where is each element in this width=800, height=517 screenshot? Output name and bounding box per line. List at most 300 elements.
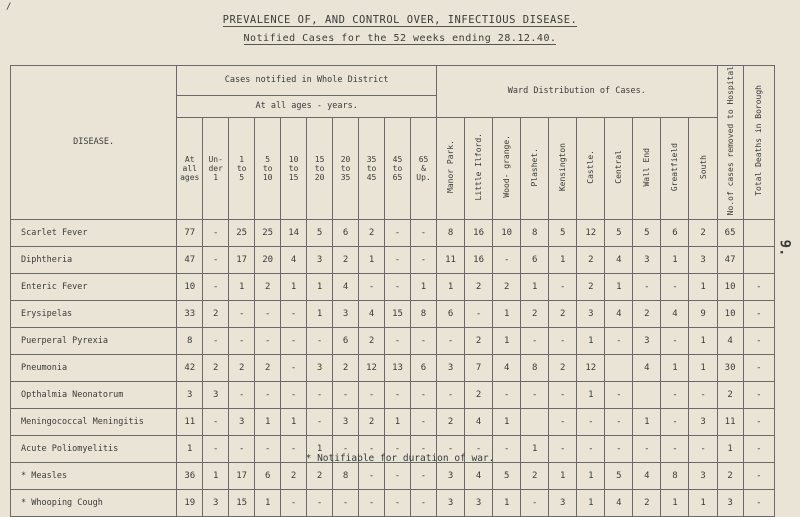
disease-name: * Whooping Cough bbox=[11, 489, 177, 516]
table-cell: - bbox=[385, 381, 411, 408]
age-column-label-line: to bbox=[262, 164, 273, 174]
table-cell: - bbox=[410, 219, 436, 246]
age-column-label bbox=[307, 155, 332, 182]
disease-name: Erysipelas bbox=[11, 300, 177, 327]
table-cell: 1 bbox=[605, 273, 633, 300]
table-cell: 2 bbox=[465, 273, 493, 300]
page-title bbox=[0, 14, 800, 26]
table-cell: - bbox=[385, 435, 411, 462]
table-cell: 65 bbox=[717, 219, 743, 246]
table-cell: - bbox=[689, 381, 717, 408]
table-cell: - bbox=[333, 381, 359, 408]
table-cell: 1 bbox=[577, 489, 605, 516]
table-cell: - bbox=[281, 489, 307, 516]
age-column-label-line: 65 bbox=[392, 173, 403, 183]
table-cell: 2 bbox=[307, 462, 333, 489]
table-cell: 2 bbox=[359, 219, 385, 246]
table-cell: - bbox=[410, 381, 436, 408]
table-cell: 12 bbox=[359, 354, 385, 381]
age-column-label-line: 20 bbox=[340, 155, 351, 165]
table-cell: - bbox=[229, 327, 255, 354]
table-row bbox=[11, 246, 775, 273]
disease-name: Scarlet Fever bbox=[11, 219, 177, 246]
disease-name: Meningococcal Meningitis bbox=[11, 408, 177, 435]
table-cell: 4 bbox=[633, 354, 661, 381]
table-cell: 2 bbox=[717, 462, 743, 489]
margin-mark: / bbox=[6, 2, 12, 12]
table-cell: - bbox=[333, 435, 359, 462]
table-cell: - bbox=[743, 489, 774, 516]
table-cell: 30 bbox=[717, 354, 743, 381]
table-cell: 3 bbox=[333, 300, 359, 327]
table-cell: 2 bbox=[203, 354, 229, 381]
table-cell: - bbox=[743, 408, 774, 435]
table-cell: 1 bbox=[203, 462, 229, 489]
age-column-label-line: ages bbox=[180, 173, 200, 183]
age-column-label-line: Un- bbox=[208, 155, 223, 165]
table-cell: - bbox=[203, 408, 229, 435]
table-cell: 42 bbox=[177, 354, 203, 381]
table-cell: 10 bbox=[177, 273, 203, 300]
ward-column-heading bbox=[549, 118, 577, 220]
table-cell: 3 bbox=[633, 327, 661, 354]
table-cell: 6 bbox=[410, 354, 436, 381]
table-cell: 11 bbox=[177, 408, 203, 435]
disease-table bbox=[10, 65, 775, 517]
table-row bbox=[11, 408, 775, 435]
table-cell: 1 bbox=[549, 246, 577, 273]
table-cell: - bbox=[410, 462, 436, 489]
table-cell: - bbox=[465, 435, 493, 462]
table-cell: 5 bbox=[493, 462, 521, 489]
table-cell: 4 bbox=[333, 273, 359, 300]
table-cell: - bbox=[633, 273, 661, 300]
table-cell: 3 bbox=[333, 408, 359, 435]
table-cell: - bbox=[521, 327, 549, 354]
table-cell: 4 bbox=[465, 462, 493, 489]
table-cell: - bbox=[359, 381, 385, 408]
table-cell: - bbox=[359, 462, 385, 489]
table-row bbox=[11, 381, 775, 408]
age-column-heading bbox=[333, 118, 359, 220]
age-column-label-line: to bbox=[366, 164, 377, 174]
table-cell: 2 bbox=[577, 246, 605, 273]
age-column-label-line: 20 bbox=[314, 173, 325, 183]
table-cell: 11 bbox=[437, 246, 465, 273]
all-ages-heading: At all ages - years. bbox=[177, 95, 437, 118]
disease-name: Puerperal Pyrexia bbox=[11, 327, 177, 354]
table-cell: 4 bbox=[605, 300, 633, 327]
age-column-label-line: 1 bbox=[239, 155, 245, 165]
table-cell: 3 bbox=[689, 462, 717, 489]
table-cell: 1 bbox=[255, 408, 281, 435]
table-cell: 2 bbox=[255, 273, 281, 300]
table-row bbox=[11, 300, 775, 327]
table-cell: 1 bbox=[307, 435, 333, 462]
table-cell: 1 bbox=[661, 246, 689, 273]
age-column-label bbox=[411, 155, 436, 182]
age-column-heading bbox=[177, 118, 203, 220]
age-column-label-line: 45 bbox=[366, 173, 377, 183]
ward-column-label: Kensington bbox=[558, 142, 568, 191]
ward-column-label: Wall End bbox=[642, 147, 652, 187]
table-cell: - bbox=[743, 462, 774, 489]
ward-column-heading bbox=[521, 118, 549, 220]
table-cell: - bbox=[410, 246, 436, 273]
table-cell: 25 bbox=[229, 219, 255, 246]
table-cell: 16 bbox=[465, 219, 493, 246]
table-cell bbox=[633, 381, 661, 408]
table-cell: 1 bbox=[281, 273, 307, 300]
table-cell: - bbox=[743, 381, 774, 408]
disease-name: Enteric Fever bbox=[11, 273, 177, 300]
table-cell: - bbox=[605, 381, 633, 408]
table-cell: 1 bbox=[689, 354, 717, 381]
table-cell: - bbox=[605, 327, 633, 354]
age-column-label-line: all bbox=[182, 164, 197, 174]
table-cell: - bbox=[359, 489, 385, 516]
table-cell: 2 bbox=[229, 354, 255, 381]
table-cell: - bbox=[689, 435, 717, 462]
table-cell: 47 bbox=[177, 246, 203, 273]
ward-column-heading bbox=[605, 118, 633, 220]
table-cell: 2 bbox=[549, 354, 577, 381]
table-cell: 2 bbox=[333, 246, 359, 273]
table-cell: - bbox=[229, 300, 255, 327]
table-cell: 3 bbox=[689, 408, 717, 435]
table-cell: 20 bbox=[255, 246, 281, 273]
table-cell: 6 bbox=[333, 219, 359, 246]
table-cell: - bbox=[743, 435, 774, 462]
table-cell: 2 bbox=[465, 327, 493, 354]
table-cell: 4 bbox=[605, 246, 633, 273]
table-cell: - bbox=[307, 327, 333, 354]
disease-name: Pneumonia bbox=[11, 354, 177, 381]
ward-column-label: Castle. bbox=[586, 149, 596, 184]
table-cell: - bbox=[410, 435, 436, 462]
table-cell: - bbox=[410, 408, 436, 435]
table-cell: - bbox=[307, 381, 333, 408]
table-cell: 3 bbox=[437, 354, 465, 381]
age-column-heading bbox=[255, 118, 281, 220]
age-column-label-line: der bbox=[208, 164, 223, 174]
table-cell: 1 bbox=[493, 489, 521, 516]
table-cell: 2 bbox=[493, 273, 521, 300]
table-cell bbox=[743, 246, 774, 273]
age-column-label-line: 1 bbox=[213, 173, 219, 183]
table-cell: 4 bbox=[605, 489, 633, 516]
table-cell: 8 bbox=[521, 354, 549, 381]
table-cell: 3 bbox=[307, 354, 333, 381]
table-cell: 6 bbox=[661, 219, 689, 246]
age-column-heading bbox=[203, 118, 229, 220]
table-cell: - bbox=[549, 381, 577, 408]
table-cell: - bbox=[385, 273, 411, 300]
table-cell: - bbox=[281, 354, 307, 381]
table-cell: - bbox=[549, 435, 577, 462]
table-cell: - bbox=[359, 273, 385, 300]
table-cell: 10 bbox=[717, 273, 743, 300]
table-cell: - bbox=[255, 327, 281, 354]
hospital-heading-text: No.of cases removed to Hospital bbox=[725, 66, 735, 216]
age-column-label-line: to bbox=[236, 164, 247, 174]
table-cell: 15 bbox=[385, 300, 411, 327]
table-cell: 4 bbox=[359, 300, 385, 327]
table-cell: 1 bbox=[281, 408, 307, 435]
table-cell: 2 bbox=[359, 408, 385, 435]
table-cell: 4 bbox=[633, 462, 661, 489]
table-cell: - bbox=[307, 489, 333, 516]
age-column-label-line: 15 bbox=[288, 173, 299, 183]
table-cell: - bbox=[743, 300, 774, 327]
table-cell: 33 bbox=[177, 300, 203, 327]
table-cell: 8 bbox=[521, 219, 549, 246]
age-column-label-line: 65 bbox=[418, 155, 429, 165]
table-cell: - bbox=[743, 327, 774, 354]
table-cell bbox=[521, 408, 549, 435]
table-cell: - bbox=[359, 435, 385, 462]
page-number: 9. bbox=[776, 239, 793, 257]
table-cell: - bbox=[743, 273, 774, 300]
age-column-label-line: 15 bbox=[314, 155, 325, 165]
table-cell: - bbox=[549, 273, 577, 300]
table-cell: - bbox=[549, 408, 577, 435]
ward-column-heading bbox=[577, 118, 605, 220]
table-cell: 17 bbox=[229, 462, 255, 489]
age-column-label bbox=[359, 155, 384, 182]
table-cell: 15 bbox=[229, 489, 255, 516]
table-cell: 2 bbox=[549, 300, 577, 327]
ward-column-heading bbox=[465, 118, 493, 220]
table-cell: - bbox=[281, 435, 307, 462]
table-cell: 4 bbox=[661, 300, 689, 327]
table-cell: 8 bbox=[333, 462, 359, 489]
table-cell: 36 bbox=[177, 462, 203, 489]
age-column-label-line: At bbox=[184, 155, 195, 165]
table-cell: 2 bbox=[203, 300, 229, 327]
table-cell: 1 bbox=[521, 273, 549, 300]
table-cell: 9 bbox=[689, 300, 717, 327]
ward-group-heading: Ward Distribution of Cases. bbox=[437, 66, 718, 118]
table-cell: - bbox=[661, 435, 689, 462]
ward-column-heading bbox=[493, 118, 521, 220]
hospital-heading bbox=[717, 66, 743, 220]
table-cell: 3 bbox=[689, 246, 717, 273]
table-cell: 2 bbox=[465, 381, 493, 408]
age-column-label-line: 35 bbox=[340, 173, 351, 183]
table-cell: 1 bbox=[577, 327, 605, 354]
table-cell: 2 bbox=[521, 462, 549, 489]
table-cell: - bbox=[281, 327, 307, 354]
ward-column-heading bbox=[437, 118, 465, 220]
age-column-label-line: 35 bbox=[366, 155, 377, 165]
table-cell: 47 bbox=[717, 246, 743, 273]
table-cell: 3 bbox=[717, 489, 743, 516]
table-cell: - bbox=[203, 435, 229, 462]
table-cell: 3 bbox=[437, 462, 465, 489]
table-cell: 4 bbox=[493, 354, 521, 381]
cases-group-heading: Cases notified in Whole District bbox=[177, 66, 437, 96]
table-cell: 2 bbox=[633, 489, 661, 516]
table-cell: 2 bbox=[717, 381, 743, 408]
age-column-heading bbox=[385, 118, 411, 220]
table-cell: 8 bbox=[437, 219, 465, 246]
table-cell: 77 bbox=[177, 219, 203, 246]
table-cell: 2 bbox=[333, 354, 359, 381]
age-column-label-line: 10 bbox=[262, 173, 273, 183]
table-row bbox=[11, 273, 775, 300]
age-column-label bbox=[177, 155, 202, 182]
table-cell: 2 bbox=[689, 219, 717, 246]
age-column-label-line: 5 bbox=[265, 155, 271, 165]
table-cell: 1 bbox=[661, 354, 689, 381]
table-cell: - bbox=[743, 354, 774, 381]
table-cell: 8 bbox=[177, 327, 203, 354]
table-cell: 1 bbox=[689, 327, 717, 354]
age-column-label bbox=[333, 155, 358, 182]
table-cell: 1 bbox=[255, 489, 281, 516]
table-cell: 8 bbox=[661, 462, 689, 489]
table-cell: - bbox=[255, 435, 281, 462]
table-cell: 4 bbox=[281, 246, 307, 273]
age-column-label-line: to bbox=[340, 164, 351, 174]
age-column-label bbox=[255, 155, 280, 182]
table-cell: - bbox=[521, 381, 549, 408]
table-cell: 1 bbox=[661, 489, 689, 516]
table-cell: 3 bbox=[307, 246, 333, 273]
table-cell: 3 bbox=[229, 408, 255, 435]
table-cell: - bbox=[203, 219, 229, 246]
table-cell: - bbox=[307, 408, 333, 435]
table-cell: 5 bbox=[605, 462, 633, 489]
table-cell: - bbox=[493, 246, 521, 273]
table-cell: 1 bbox=[577, 381, 605, 408]
table-cell: - bbox=[385, 219, 411, 246]
table-cell: 1 bbox=[307, 273, 333, 300]
table-cell: - bbox=[229, 435, 255, 462]
ward-column-label: Central bbox=[614, 149, 624, 184]
age-column-label-line: 5 bbox=[239, 173, 245, 183]
table-cell: 1 bbox=[689, 273, 717, 300]
disease-name: Acute Poliomyelitis bbox=[11, 435, 177, 462]
ward-column-label: Wood- grange. bbox=[502, 135, 512, 199]
table-cell: - bbox=[281, 300, 307, 327]
table-row bbox=[11, 327, 775, 354]
table-cell: 7 bbox=[465, 354, 493, 381]
table-cell: 1 bbox=[307, 300, 333, 327]
table-cell: - bbox=[385, 327, 411, 354]
table-cell: 2 bbox=[359, 327, 385, 354]
table-cell: - bbox=[410, 327, 436, 354]
table-cell: - bbox=[661, 408, 689, 435]
table-cell: 19 bbox=[177, 489, 203, 516]
table-cell: 1 bbox=[689, 489, 717, 516]
table-cell: - bbox=[203, 246, 229, 273]
table-row bbox=[11, 489, 775, 516]
table-cell: - bbox=[385, 462, 411, 489]
table-cell: 5 bbox=[307, 219, 333, 246]
table-cell: 11 bbox=[717, 408, 743, 435]
table-cell: - bbox=[661, 327, 689, 354]
page-subtitle-text: Notified Cases for the 52 weeks ending 28.12.40. bbox=[243, 33, 557, 44]
table-cell: 1 bbox=[549, 462, 577, 489]
table-cell: 2 bbox=[437, 408, 465, 435]
table-cell: 1 bbox=[493, 300, 521, 327]
table-cell: 10 bbox=[717, 300, 743, 327]
ward-column-label: Little Ilford. bbox=[474, 133, 484, 201]
table-cell: 3 bbox=[577, 300, 605, 327]
age-column-label-line: 10 bbox=[288, 155, 299, 165]
table-cell: 1 bbox=[493, 327, 521, 354]
table-cell: - bbox=[605, 435, 633, 462]
table-cell: 13 bbox=[385, 354, 411, 381]
table-cell: 12 bbox=[577, 354, 605, 381]
ward-column-label: South bbox=[698, 154, 708, 179]
age-column-label bbox=[229, 155, 254, 182]
table-cell: 25 bbox=[255, 219, 281, 246]
table-cell: - bbox=[437, 327, 465, 354]
table-cell: 3 bbox=[549, 489, 577, 516]
ward-column-heading bbox=[689, 118, 717, 220]
table-cell: 6 bbox=[255, 462, 281, 489]
table-cell: - bbox=[493, 435, 521, 462]
footnote: * Notifiable for duration of war. bbox=[305, 453, 495, 464]
age-column-label bbox=[281, 155, 306, 182]
table-cell: 1 bbox=[177, 435, 203, 462]
table-cell: 3 bbox=[465, 489, 493, 516]
table-cell: 16 bbox=[465, 246, 493, 273]
table-cell: 3 bbox=[437, 489, 465, 516]
table-cell: - bbox=[465, 300, 493, 327]
disease-heading: DISEASE. bbox=[11, 66, 177, 220]
table-cell: 14 bbox=[281, 219, 307, 246]
table-cell: 8 bbox=[410, 300, 436, 327]
age-column-label bbox=[385, 155, 410, 182]
ward-column-label: Plashet. bbox=[530, 147, 540, 187]
table-cell: - bbox=[281, 381, 307, 408]
table-row bbox=[11, 219, 775, 246]
age-column-label bbox=[203, 155, 228, 182]
disease-name: Diphtheria bbox=[11, 246, 177, 273]
table-cell: 1 bbox=[229, 273, 255, 300]
table-cell: 2 bbox=[577, 273, 605, 300]
table-cell: 1 bbox=[437, 273, 465, 300]
age-column-heading bbox=[359, 118, 385, 220]
table-cell: - bbox=[437, 381, 465, 408]
age-column-label-line: to bbox=[392, 164, 403, 174]
age-column-heading bbox=[281, 118, 307, 220]
table-cell: 2 bbox=[521, 300, 549, 327]
table-cell: - bbox=[255, 381, 281, 408]
age-column-label-line: to bbox=[314, 164, 325, 174]
table-cell: - bbox=[661, 381, 689, 408]
table-cell: 6 bbox=[333, 327, 359, 354]
table-cell: 1 bbox=[717, 435, 743, 462]
table-cell: 4 bbox=[717, 327, 743, 354]
table-cell: - bbox=[605, 408, 633, 435]
age-column-label-line: 45 bbox=[392, 155, 403, 165]
table-cell: 6 bbox=[521, 246, 549, 273]
table-cell: - bbox=[577, 435, 605, 462]
table-cell: 1 bbox=[521, 435, 549, 462]
table-cell: - bbox=[410, 489, 436, 516]
table-cell: 5 bbox=[549, 219, 577, 246]
age-column-heading bbox=[307, 118, 333, 220]
page-subtitle bbox=[0, 33, 800, 44]
deaths-heading bbox=[743, 66, 774, 220]
age-column-label-line: to bbox=[288, 164, 299, 174]
table-cell: 5 bbox=[605, 219, 633, 246]
